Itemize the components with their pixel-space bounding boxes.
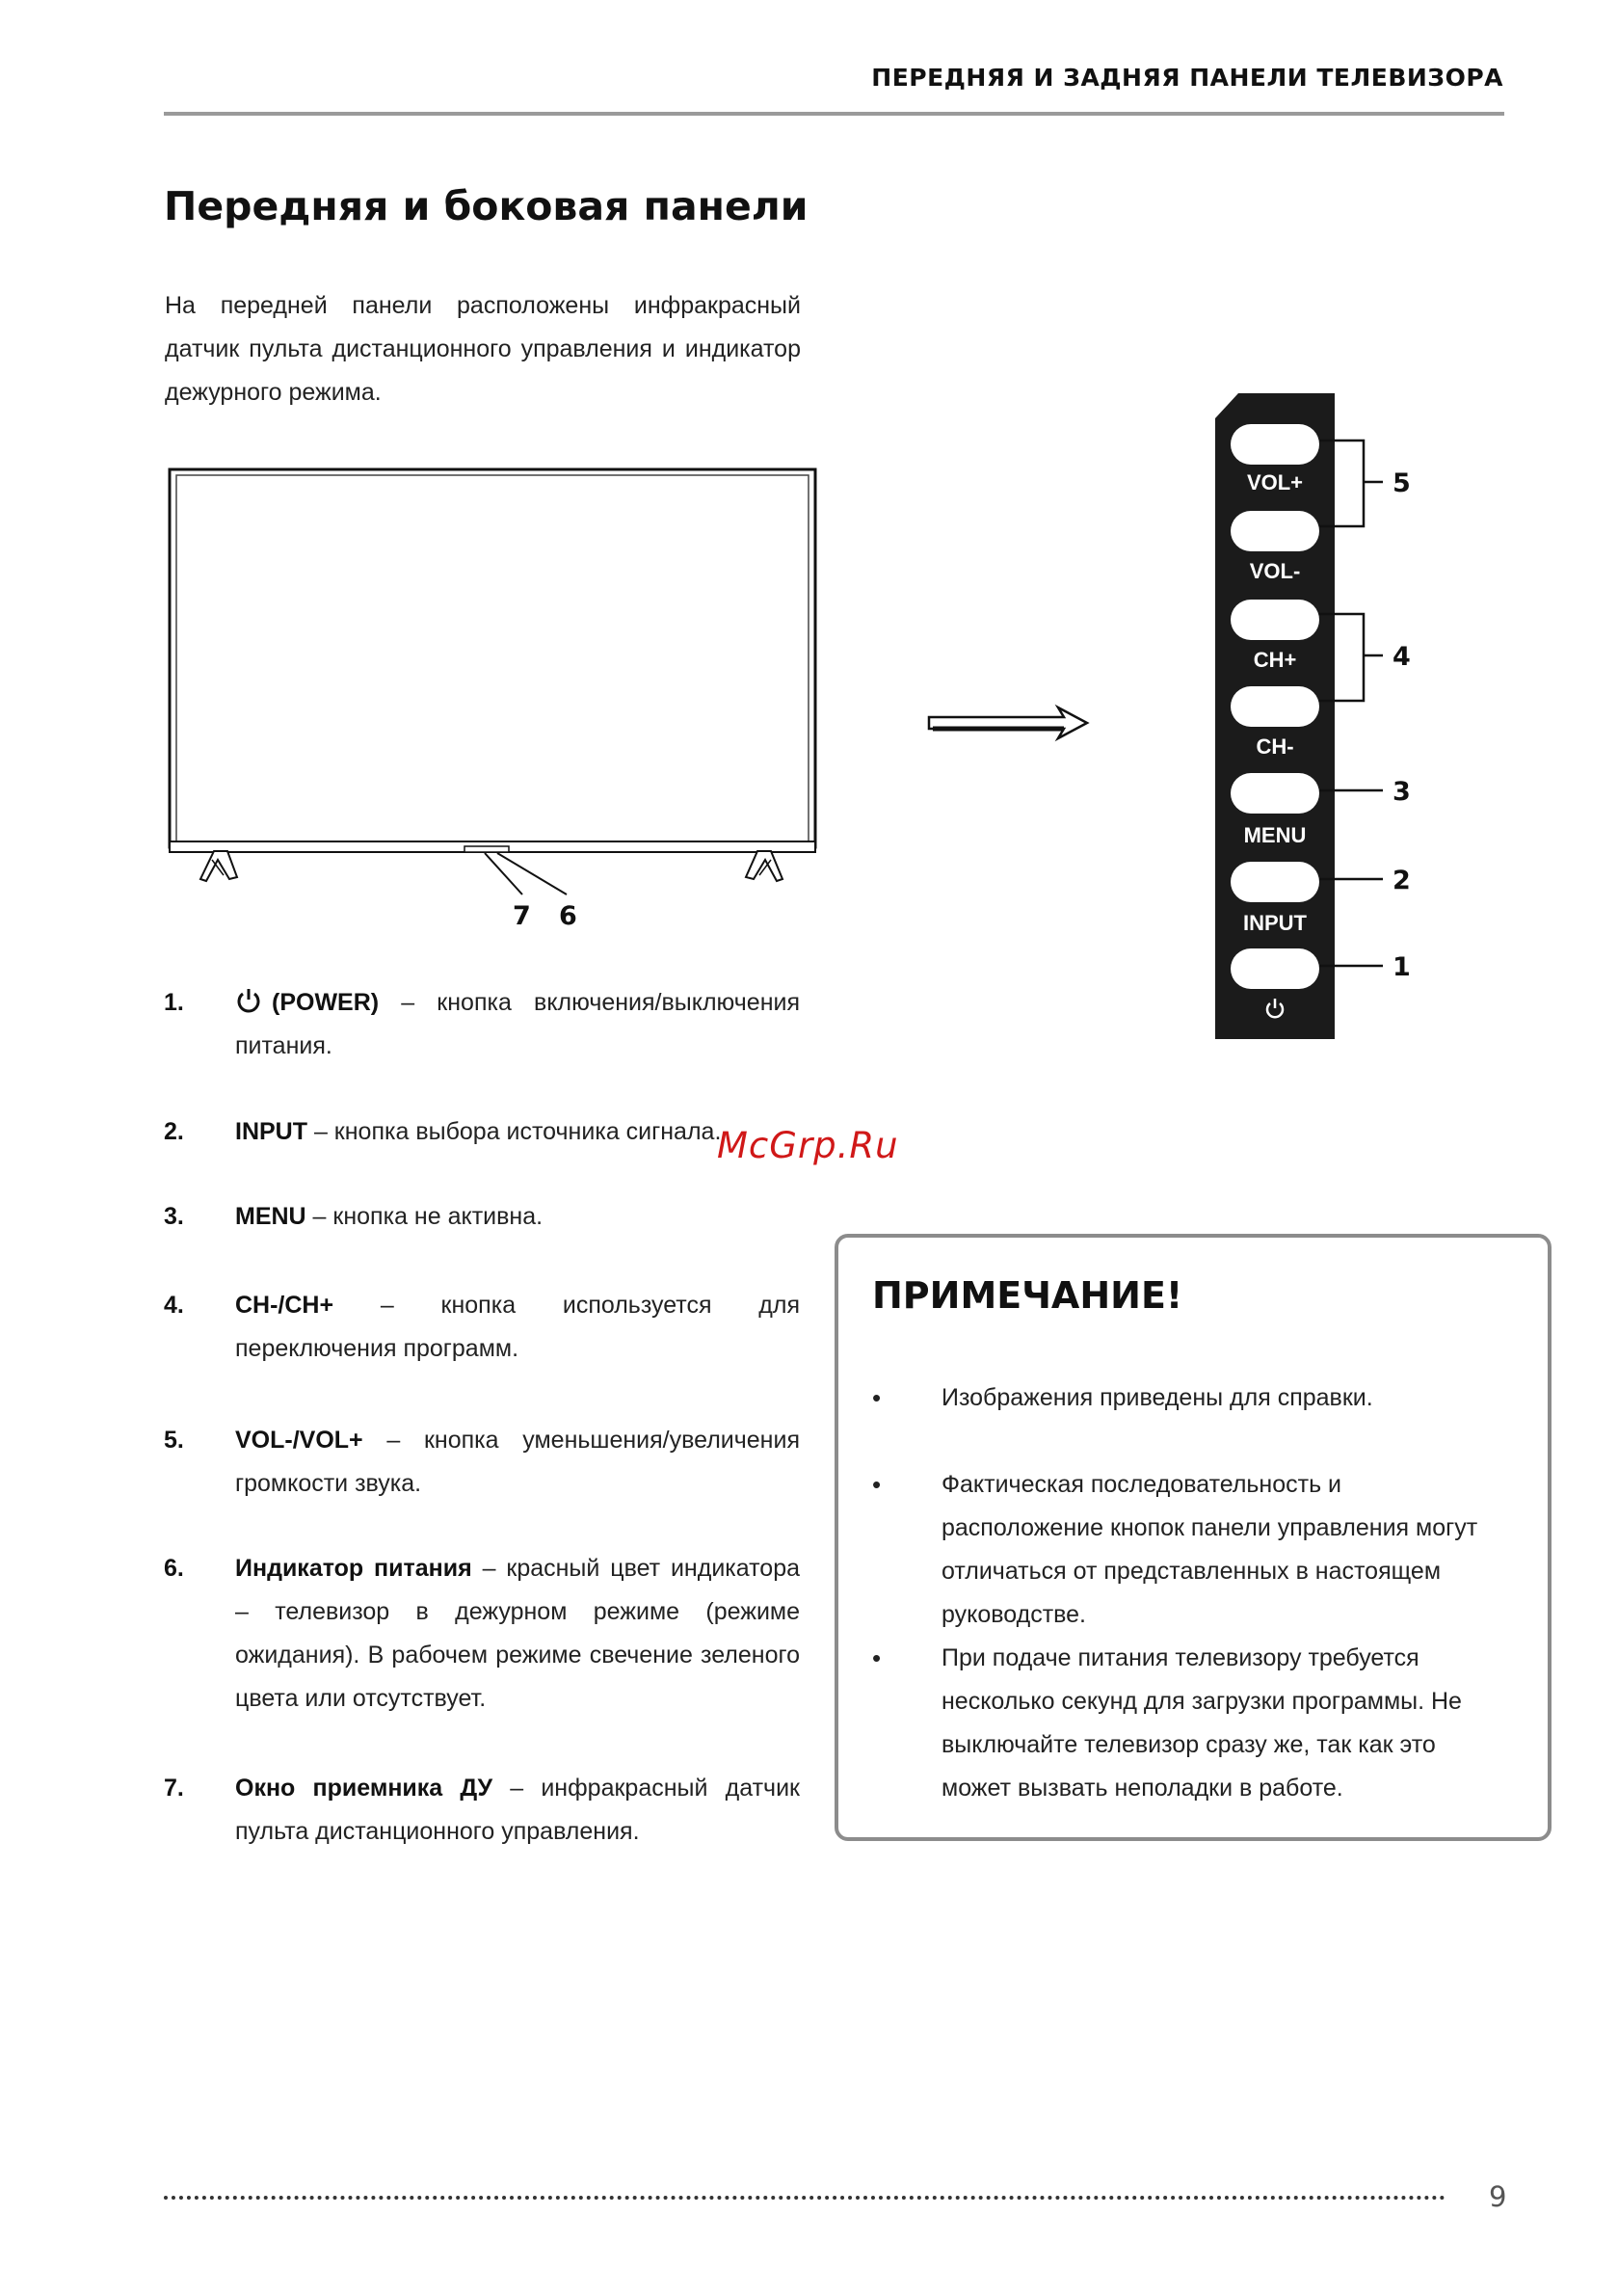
tv-label-7: 7 (513, 901, 531, 931)
panel-button-ch-minus (1231, 686, 1319, 727)
panel-label-input: INPUT (1243, 911, 1307, 935)
page-title: Передняя и боковая панели (164, 183, 809, 229)
note-title: ПРИМЕЧАНИЕ! (872, 1274, 1183, 1317)
power-icon (235, 987, 262, 1014)
arrow-right-icon (925, 704, 1099, 742)
tv-foot-right (746, 851, 782, 881)
panel-button-input (1231, 862, 1319, 902)
list-item-menu: 3. MENU – кнопка не активна. (164, 1203, 544, 1230)
panel-label-ch-plus: CH+ (1253, 648, 1297, 672)
tv-front-illustration (154, 463, 829, 945)
tv-label-6: 6 (559, 901, 577, 931)
list-item-volume: 5. VOL-/VOL+ – кнопка уменьшения/увеличения громкости звука. (164, 1427, 800, 1497)
note-item: • Фактическая последовательность и расположение кнопок панели управления могут отличаться от представленных в настоящем руководстве. (872, 1470, 1478, 1628)
intro-paragraph: На передней панели расположены инфракрасный датчик пульта дистанционного управления и индикатор дежурного режима. (165, 292, 801, 406)
panel-button-menu (1231, 773, 1319, 814)
callout-3: 3 (1393, 777, 1411, 807)
note-item: • Изображения приведены для справки. (872, 1383, 1373, 1412)
tv-foot-left (200, 851, 237, 881)
side-control-panel (1209, 386, 1460, 1051)
note-item: • При подаче питания телевизору требуется несколько секунд для загрузки программы. Не выключайте телевизор сразу же, так как это может вызвать неполадки в работе. (872, 1643, 1462, 1802)
page-number: 9 (1489, 2180, 1507, 2213)
running-header: ПЕРЕДНЯЯ И ЗАДНЯЯ ПАНЕЛИ ТЕЛЕВИЗОРА (871, 64, 1503, 92)
list-item-ir-window: 7. Окно приемника ДУ – инфракрасный датчик пульта дистанционного управления. (164, 1775, 800, 1845)
watermark: McGrp.Ru (717, 1125, 899, 1166)
tv-screen (170, 469, 815, 847)
header-rule (164, 112, 1504, 116)
panel-button-power (1231, 948, 1319, 989)
list-item-input: 2. INPUT – кнопка выбора источника сигнала. (164, 1118, 722, 1145)
callout-4: 4 (1393, 642, 1411, 672)
footer-dotted-rule (164, 2196, 1446, 2200)
panel-button-vol-minus (1231, 511, 1319, 551)
callout-2: 2 (1393, 866, 1411, 895)
list-item-channel: 4. CH-/CH+ – кнопка используется для переключения программ. (164, 1292, 800, 1362)
panel-label-vol-minus: VOL- (1249, 559, 1301, 583)
callout-1: 1 (1393, 952, 1411, 982)
list-item-indicator: 6. Индикатор питания – красный цвет индикатора – телевизор в дежурном режиме (режиме ожидания). В рабочем режиме свечение зеленого цвета или отсутствует. (164, 1555, 801, 1712)
panel-label-ch-minus: CH- (1256, 734, 1294, 759)
panel-label-menu: MENU (1243, 823, 1307, 847)
power-indicator (464, 846, 509, 852)
callout-5: 5 (1393, 468, 1411, 498)
panel-button-ch-plus (1231, 600, 1319, 640)
panel-button-vol-plus (1231, 424, 1319, 465)
list-item-power: 1. (POWER) – кнопка включения/выключения питания. (164, 989, 800, 1059)
panel-label-vol-plus: VOL+ (1246, 470, 1304, 494)
